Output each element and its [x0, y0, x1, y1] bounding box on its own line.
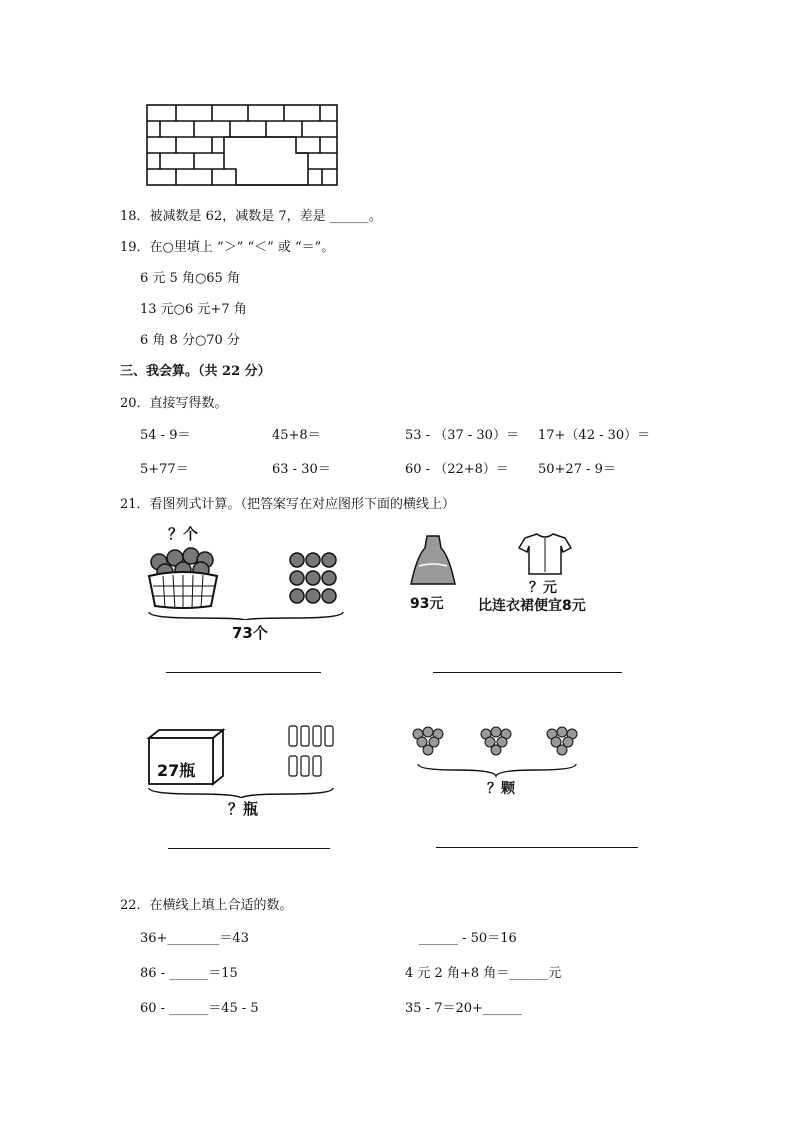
calc-item: 50+27 - 9＝ [538, 462, 616, 477]
fill-blank-item: 35 - 7＝20+______ [405, 1001, 522, 1016]
grape-bunches-figure [410, 720, 590, 778]
question-20-prompt: 20．直接写得数。 [120, 396, 228, 411]
dress-price-label: 93元 [410, 596, 444, 612]
brick-wall-figure [146, 104, 338, 186]
dress-shirt-figure [405, 532, 585, 592]
calc-item: 60 - （22+8）＝ [405, 462, 509, 477]
calc-item: 45+8＝ [272, 428, 321, 443]
apple-question-label: ？个 [168, 525, 199, 543]
answer-line[interactable] [433, 672, 622, 673]
fill-blank-item: ______ - 50＝16 [419, 931, 517, 946]
section-3-heading: 三、我会算。（共 22 分） [120, 364, 271, 379]
answer-line[interactable] [168, 848, 330, 849]
apple-basket-figure [145, 540, 350, 620]
fill-blank-item: 36+________＝43 [140, 931, 249, 946]
grape-question-label: ？颗 [487, 781, 515, 797]
fill-blank-item: 4 元 2 角+8 角＝______元 [405, 966, 562, 981]
calc-item: 17+（42 - 30）＝ [538, 428, 651, 443]
bottle-question-label: ？瓶 [228, 800, 259, 818]
question-19-prompt: 19．在○里填上 “＞” “＜” 或 “＝”。 [120, 240, 335, 255]
question-22-prompt: 22．在横线上填上合适的数。 [120, 898, 293, 913]
shirt-price-label: ？元 [529, 580, 557, 596]
question-19-item: 13 元○6 元+7 角 [140, 302, 247, 317]
price-note-label: 比连衣裙便宜8元 [478, 598, 586, 614]
calc-item: 63 - 30＝ [272, 462, 331, 477]
calc-item: 53 - （37 - 30）＝ [405, 428, 519, 443]
answer-line[interactable] [166, 672, 321, 673]
question-19-item: 6 元 5 角○65 角 [140, 271, 240, 286]
question-21-prompt: 21．看图列式计算。（把答案写在对应图形下面的横线上） [120, 497, 456, 512]
fill-blank-item: 60 - ______＝45 - 5 [140, 1001, 259, 1016]
apple-total-label: 73个 [232, 624, 268, 642]
calc-item: 54 - 9＝ [140, 428, 191, 443]
fill-blank-item: 86 - ______＝15 [140, 966, 238, 981]
question-19-item: 6 角 8 分○70 分 [140, 333, 240, 348]
question-18: 18．被减数是 62，减数是 7，差是 ______。 [120, 209, 382, 224]
box-count-label: 27瓶 [157, 761, 196, 780]
calc-item: 5+77＝ [140, 462, 189, 477]
answer-line[interactable] [436, 847, 638, 848]
